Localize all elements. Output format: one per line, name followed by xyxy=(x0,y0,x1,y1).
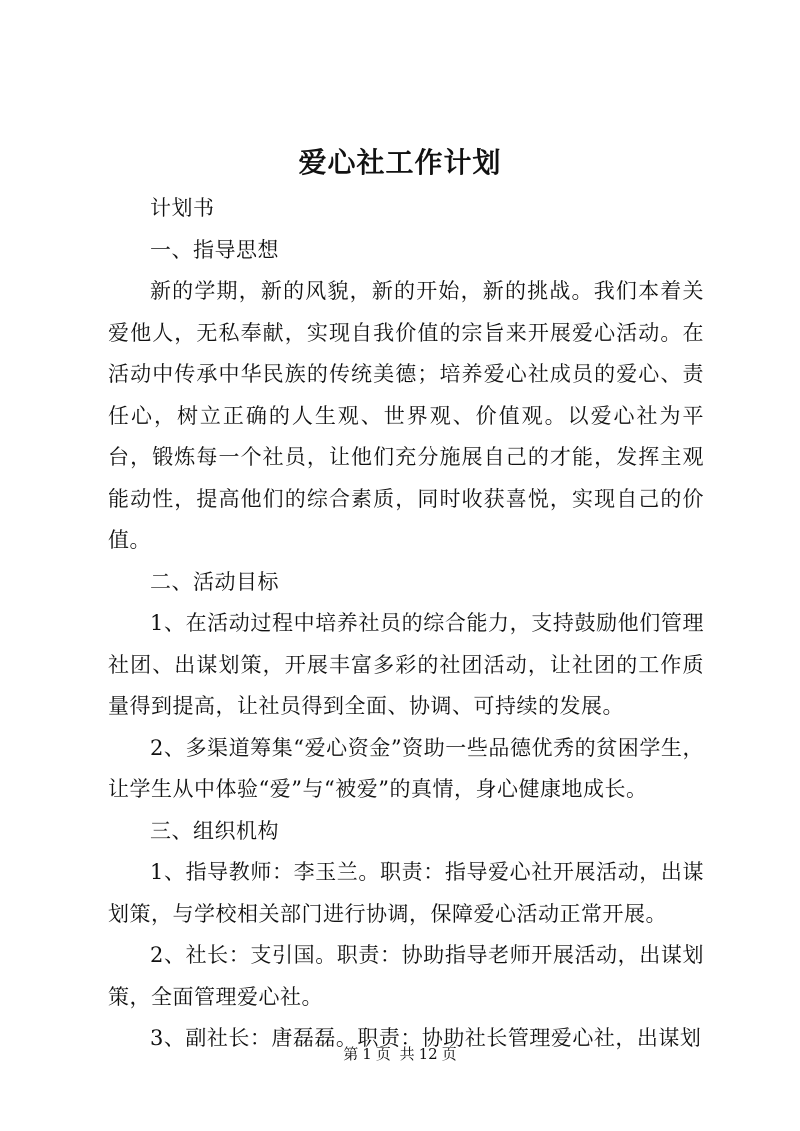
paragraph-plan-label: 计划书 xyxy=(150,196,215,220)
page-footer xyxy=(0,1044,800,1064)
section-heading-guiding-thought: 一、指导思想 xyxy=(150,237,279,262)
paragraph-goal-1: 1、在活动过程中培养社员的综合能力，支持鼓励他们管理社团、出谋划策，开展丰富多彩的社团活动，让社团的工作质量得到提高，让社员得到全面、协调、可持续的发展。 xyxy=(108,611,704,718)
paragraph-guiding-thought: 新的学期，新的风貌，新的开始，新的挑战。我们本着关爱他人，无私奉献，实现自我价值的宗旨来开展爱心活动。在活动中传承中华民族的传统美德；培养爱心社成员的爱心、责任心，树立正确的人生观、世界观、价值观。以爱心社为平台，锻炼每一个社员，让他们充分施展自己的才能，发挥主观能动性，提高他们的综合素质，同时收获喜悦，实现自己的价值。 xyxy=(108,279,704,552)
page-number: 1 xyxy=(362,1045,372,1063)
paragraph-goal-2: 2、多渠道筹集“爱心资金”资助一些品德优秀的贫困学生，让学生从中体验“爱”与“被爱”的真情，身心健康地成长。 xyxy=(108,735,704,801)
section-heading-activity-goals: 二、活动目标 xyxy=(150,569,279,594)
paragraph-organization-1: 1、指导教师：李玉兰。职责：指导爱心社开展活动，出谋划策，与学校相关部门进行协调，保障爱心活动正常开展。 xyxy=(108,860,704,926)
section-heading-organization: 三、组织机构 xyxy=(150,818,279,843)
document-body xyxy=(108,188,704,1060)
total-prefix: 共 xyxy=(399,1045,415,1063)
paragraph-organization-2: 2、社长：支引国。职责：协助指导老师开展活动，出谋划策，全面管理爱心社。 xyxy=(108,943,704,1009)
total-pages: 12 xyxy=(418,1045,438,1063)
page-prefix: 第 xyxy=(343,1045,359,1063)
page-suffix: 页 xyxy=(375,1045,391,1063)
paragraph-organization-3: 3、副社长：唐磊磊。职责：协助社长管理爱心社，出谋划 xyxy=(150,1026,702,1050)
document-title: 爱心社工作计划 xyxy=(298,146,502,179)
total-suffix: 页 xyxy=(441,1045,457,1063)
